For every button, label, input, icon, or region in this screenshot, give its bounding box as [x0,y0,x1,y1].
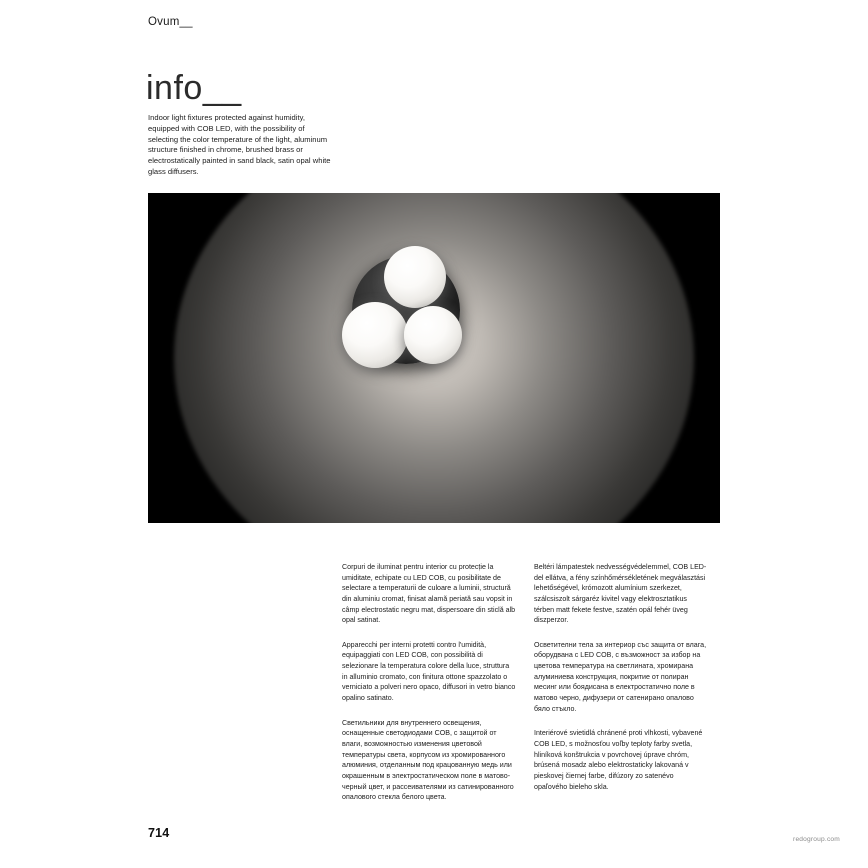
glass-dome-right [404,306,462,364]
brand-label: Ovum__ [148,16,193,28]
description-sk: Interiérové svietidlá chránené proti vlhkosti, vybavené COB LED, s možnosťou voľby teploty farby svetla, hliníková konštrukcia v povrchovej úprave chróm, brúsená mosadz alebo elektrostaticky lakovaná v pieskovej čiernej farbe, difúzory zo satenévo opaľového bieleho skla. [534,729,703,791]
page-title: info__ [146,68,242,107]
description-column-right [534,562,708,792]
description-it: Apparecchi per interni protetti contro l'umidità, equipaggiati con LED COB, con possibilità di selezionare la temperatura colore della luce, struttura in alluminio cromato, con finitura ottone spazzolato o verniciato a polveri nero opaco, diffusori in vetro bianco opalino satinato. [342,640,516,703]
description-ru: Светильники для внутреннего освещения, оснащенные светодиодами COB, с защитой от влаги, возможностью изменения цветовой температуры света, корпусом из хромированного алюминия, отделанным под крацованную медь или окрашенным в электростатическом поле в матово-черный цвет, и рассеивателями из сатинированного опалового стекла белого цвета. [342,718,514,802]
glass-dome-top [384,246,446,308]
description-bg: Осветителни тела за интериор със защита от влага, оборудвана с LED COB, с възможност за избор на цветова температура на светлината, хромирана алуминиева конструкция, покритие от полиран месинг или боядисана в електростатично поле в матово черно, дифузери от сатенирано опалово бяло стъкло. [534,640,707,713]
description-column-left [342,562,516,803]
description-hu: Beltéri lámpatestek nedvességvédelemmel, COB LED-del ellátva, a fény színhőmérsékletének megválasztási lehetőségével, krómozott alumínium szerkezet, szálcsiszolt sárgaréz kivitel vagy elektrosztatikus térben matt fekete festve, szatén opál fehér üveg diszperzor. [534,563,707,625]
description-ro: Corpuri de iluminat pentru interior cu protecție la umiditate, echipate cu LED COB, cu posibilitate de selectare a temperaturii de culoare a luminii, structură din aluminiu cromat, finisat alamă periată sau vopsit in câmp electrostatic negru mat, dispersoare din sticlă alb opal satinat. [342,563,516,625]
intro-paragraph: Indoor light fixtures protected against humidity, equipped with COB LED, with the possibility of selecting the color temperature of the light, aluminum structure finished in chrome, brushed brass or electrostatically painted in sand black, satin opal white glass diffusers. [148,113,331,176]
footer-website: redogroup.com [793,836,840,843]
page-number: 714 [148,826,170,840]
product-photo [148,193,720,523]
ceiling-lamp [326,244,486,404]
glass-dome-left [342,302,408,368]
